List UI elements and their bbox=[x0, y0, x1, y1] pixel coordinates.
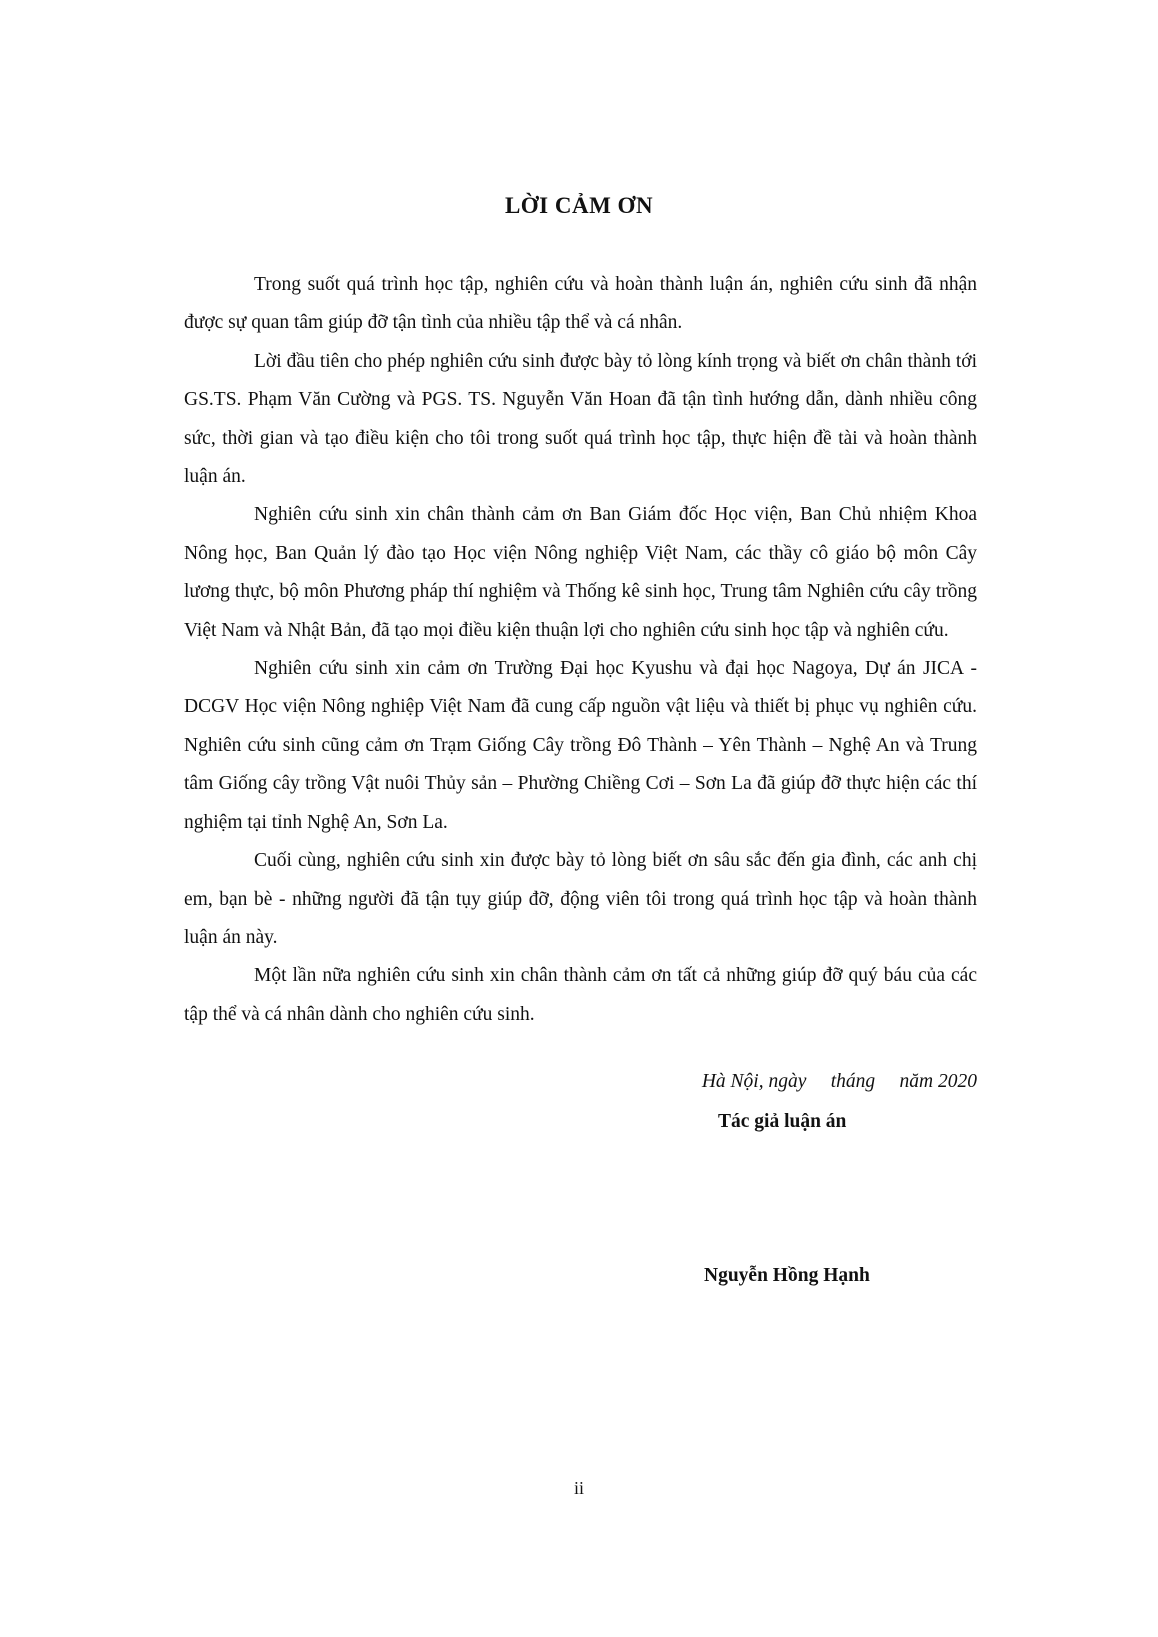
paragraph-partners: Nghiên cứu sinh xin cảm ơn Trường Đại học Kyushu và đại học Nagoya, Dự án JICA - DCGV Học viện Nông nghiệp Việt Nam đã cung cấp nguồn vật liệu và thiết bị phục vụ nghiên cứu. Nghiên cứu sinh cũng cảm ơn Trạm Giống Cây trồng Đô Thành – Yên Thành – Nghệ An và Trung tâm Giống cây trồng Vật nuôi Thủy sản – Phường Chiềng Cơi – Sơn La đã giúp đỡ thực hiện các thí nghiệm tại tỉnh Nghệ An, Sơn La. bbox=[184, 658, 977, 833]
paragraph-closing: Một lần nữa nghiên cứu sinh xin chân thành cảm ơn tất cả những giúp đỡ quý báu của các tập thể và cá nhân dành cho nghiên cứu sinh. bbox=[184, 965, 977, 1025]
paragraph-institution: Nghiên cứu sinh xin chân thành cảm ơn Ban Giám đốc Học viện, Ban Chủ nhiệm Khoa Nông học, Ban Quản lý đào tạo Học viện Nông nghiệp Việt Nam, các thầy cô giáo bộ môn Cây lương thực, bộ môn Phương pháp thí nghiệm và Thống kê sinh học, Trung tâm Nghiên cứu cây trồng Việt Nam và Nhật Bản, đã tạo mọi điều kiện thuận lợi cho nghiên cứu sinh học tập và nghiên cứu. bbox=[184, 504, 977, 641]
signature-date: Hà Nội, ngày tháng năm 2020 bbox=[701, 1071, 977, 1092]
acknowledgement-body bbox=[184, 266, 977, 1034]
paragraph-advisors: Lời đầu tiên cho phép nghiên cứu sinh được bày tỏ lòng kính trọng và biết ơn chân thành tới GS.TS. Phạm Văn Cường và PGS. TS. Nguyễn Văn Hoan đã tận tình hướng dẫn, dành nhiều công sức, thời gian và tạo điều kiện cho tôi trong suốt quá trình học tập, thực hiện đề tài và hoàn thành luận án. bbox=[184, 350, 977, 488]
paragraph-family: Cuối cùng, nghiên cứu sinh xin được bày tỏ lòng biết ơn sâu sắc đến gia đình, các anh chị em, bạn bè - những người đã tận tụy giúp đỡ, động viên tôi trong quá trình học tập và hoàn thành luận án này. bbox=[184, 850, 977, 948]
page-number: ii bbox=[573, 1478, 584, 1498]
page-title: LỜI CẢM ƠN bbox=[504, 193, 654, 218]
signature-role: Tác giả luận án bbox=[718, 1111, 847, 1132]
paragraph-intro: Trong suốt quá trình học tập, nghiên cứu và hoàn thành luận án, nghiên cứu sinh đã nhận được sự quan tâm giúp đỡ tận tình của nhiều tập thể và cá nhân. bbox=[184, 274, 977, 334]
signature-name: Nguyễn Hồng Hạnh bbox=[704, 1265, 870, 1286]
